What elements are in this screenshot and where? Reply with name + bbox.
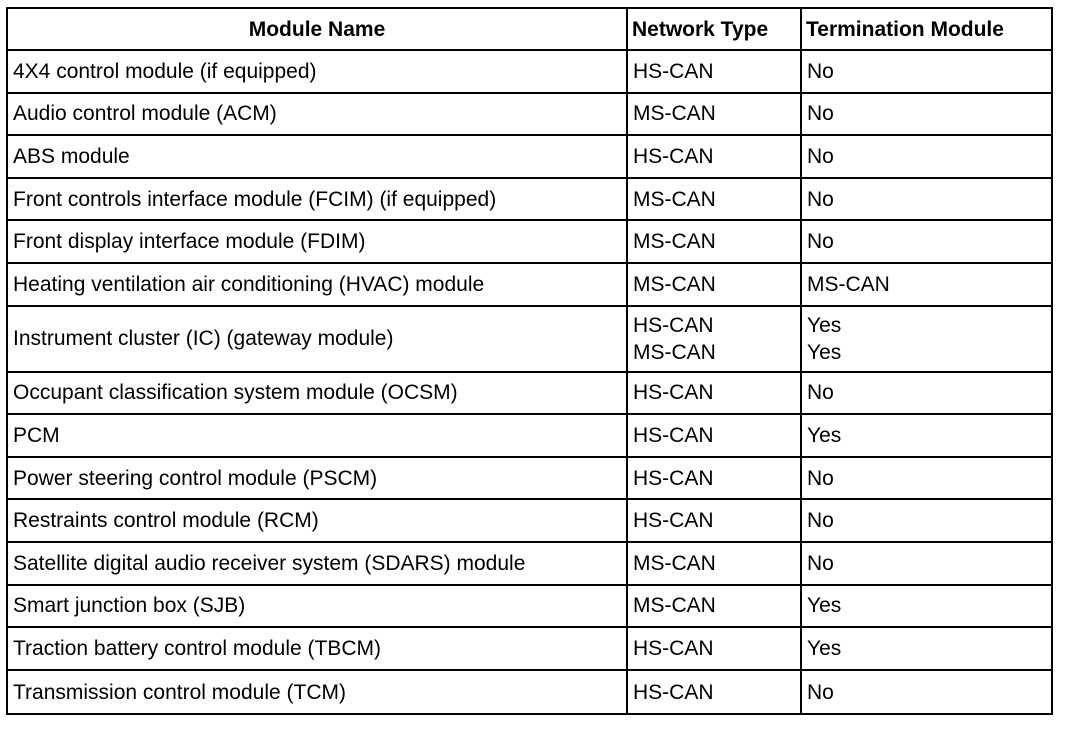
cell-termination: MS-CAN [802, 264, 1051, 307]
cell-module: Occupant classification system module (OCSM) [8, 373, 628, 416]
cell-module: Front controls interface module (FCIM) (if equipped) [8, 179, 628, 222]
cell-module: ABS module [8, 136, 628, 179]
module-network-table [6, 7, 1053, 715]
cell-network: HS-CAN [628, 500, 802, 543]
cell-module: Transmission control module (TCM) [8, 671, 628, 714]
header-network-type: Network Type [628, 9, 802, 51]
cell-termination: No [802, 458, 1051, 501]
cell-module: Satellite digital audio receiver system (SDARS) module [8, 543, 628, 586]
header-termination-module: Termination Module [802, 9, 1051, 51]
cell-module: PCM [8, 415, 628, 458]
cell-network-stack [628, 307, 802, 373]
cell-termination: Yes [802, 415, 1051, 458]
cell-termination: No [802, 94, 1051, 137]
header-module-name: Module Name [8, 9, 628, 51]
cell-termination: Yes [807, 340, 842, 364]
cell-module: Smart junction box (SJB) [8, 586, 628, 629]
cell-network: HS-CAN [628, 373, 802, 416]
cell-network: MS-CAN [628, 94, 802, 137]
cell-termination: No [802, 136, 1051, 179]
cell-termination: Yes [802, 628, 1051, 671]
cell-termination: Yes [802, 586, 1051, 629]
cell-module: Instrument cluster (IC) (gateway module) [8, 307, 628, 373]
cell-module: 4X4 control module (if equipped) [8, 51, 628, 94]
cell-network: MS-CAN [633, 340, 716, 364]
cell-termination: No [802, 543, 1051, 586]
cell-network: HS-CAN [628, 628, 802, 671]
cell-termination: No [802, 51, 1051, 94]
cell-network: HS-CAN [628, 415, 802, 458]
cell-termination-stack [802, 307, 1051, 373]
cell-network: HS-CAN [633, 313, 714, 337]
cell-network: HS-CAN [628, 458, 802, 501]
cell-network: HS-CAN [628, 671, 802, 714]
cell-termination: No [807, 680, 834, 704]
cell-module: Audio control module (ACM) [8, 94, 628, 137]
cell-network: MS-CAN [628, 264, 802, 307]
cell-termination: No [802, 373, 1051, 416]
cell-module: Heating ventilation air conditioning (HVAC) module [8, 264, 628, 307]
cell-module: Traction battery control module (TBCM) [8, 628, 628, 671]
cell-termination: No [802, 500, 1051, 543]
cell-termination: Yes [807, 313, 842, 337]
cell-module: Restraints control module (RCM) [8, 500, 628, 543]
cell-termination: No [802, 179, 1051, 222]
cell-network: MS-CAN [628, 179, 802, 222]
cell-module: Power steering control module (PSCM) [8, 458, 628, 501]
cell-network: MS-CAN [628, 543, 802, 586]
cell-network: HS-CAN [628, 51, 802, 94]
cell-module: Front display interface module (FDIM) [8, 221, 628, 264]
cell-network: HS-CAN [628, 136, 802, 179]
cell-termination: No [802, 221, 1051, 264]
cell-network: MS-CAN [628, 221, 802, 264]
cell-network: MS-CAN [628, 586, 802, 629]
